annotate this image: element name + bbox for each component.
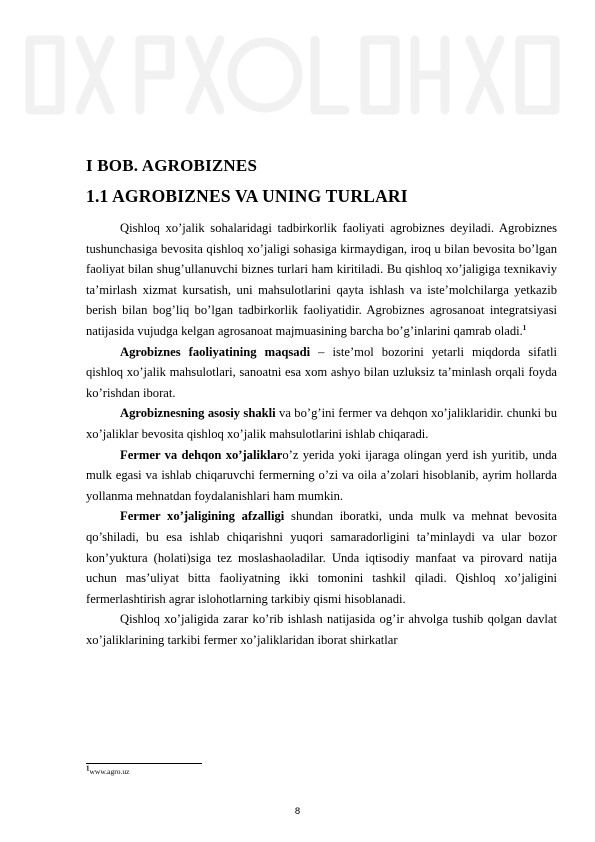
footnote [86, 764, 130, 776]
footnote-link[interactable]: www.agro.uz [89, 767, 130, 776]
term-bold: Fermer va dehqon xo’jaliklar [120, 447, 283, 462]
paragraph-farm-types [86, 445, 557, 507]
paragraph-text: Qishloq xo’jaligida zarar ko’rib ishlash natijasida og’ir ahvolga tushib qolgan davlat xo’jaliklarining tarkibi fermer xo’jaliklaridan iborat shirkatlar [86, 612, 557, 647]
paragraph-definition [86, 218, 557, 342]
footnote-divider [86, 763, 202, 764]
paragraph-text: va bo’g’ini fermer va dehqon xo’jaliklaridir. chunki bu xo’jaliklar bevosita qishloq xo’jalik mahsulotlarini ishlab chiqaradi. [86, 406, 557, 441]
term-bold: Agrobiznes faoliyatining maqsadi [120, 344, 311, 359]
paragraph-main-form [86, 403, 557, 444]
footnote-mark: 1 [86, 764, 90, 773]
paragraph-goal [86, 342, 557, 404]
term-bold: Agrobiznesning asosiy shakli [120, 406, 276, 421]
background-watermark [0, 0, 595, 150]
body-text [86, 218, 557, 650]
paragraph-text: – iste’mol bozorini yetarli miqdorda sifatli qishloq xo’jalik mahsulotlari, sanoatni esa xom ashyo bilan uzluksiz ta’minlash orqali foyda ko’rishdan iborat. [86, 344, 557, 400]
footnote-reference: 1 [522, 323, 527, 332]
paragraph-text: shundan iboratki, unda mulk va mehnat bevosita qo’shiladi, bu esa ishlab chiqarishni yuqori samaradorligini ta’minlaydi va ular bozor kon’yuktura (holati)siga tez moslashaoladilar. Unda iqtisodiy manfaat va pirovard natija uchun mas’uliyat bitta faoliyatning ikki tomonini tashkil qiladi. Qishloq xo’jaligini fermerlashtirish agrar islohotlarning tarkibiy qismi hisoblanadi. [86, 509, 557, 606]
paragraph-text: o’z yerida yoki ijaraga olingan yerd ish yuritib, unda mulk egasi va ishlab chiqaruvchi fermerning o’zi va oila a’zolari hisoblanib, ayrim hollarda yollanma mehnatdan foydalanishlari ham mumkin. [86, 447, 557, 503]
chapter-heading: I BOB. AGROBIZNES [86, 156, 258, 175]
paragraph-advantage [86, 506, 557, 609]
section-heading: 1.1 AGROBIZNES VA UNING TURLARI [86, 186, 408, 206]
page-number: 8 [294, 806, 301, 817]
term-bold: Fermer xo’jaligining afzalligi [120, 509, 285, 524]
paragraph-text: Qishloq xo’jalik sohalaridagi tadbirkorlik faoliyati agrobiznes deyiladi. Agrobiznes tushunchasiga bevosita qishloq xo’jaligi sohasiga kirmaydigan, iroq u bilan bevosita bo’lgan faoliyat bilan shug’ullanuvchi biznes turlari ham kiritiladi. Bu qishloq xo’jaligiga texnikaviy ta’mirlash xizmat kursatish, uni mahsulotlarini qayta ishlash va iste’molchilarga yetkazib berish bilan bog’liq bo’lgan tadbirkorlik faoliyatidir. Agrobiznes agrosanoat integratsiyasi natijasida vujudga kelgan agrosanoat majmuasining barcha bo’g’inlarini qamrab oladi. [86, 221, 557, 338]
paragraph-cooperatives [86, 609, 557, 650]
